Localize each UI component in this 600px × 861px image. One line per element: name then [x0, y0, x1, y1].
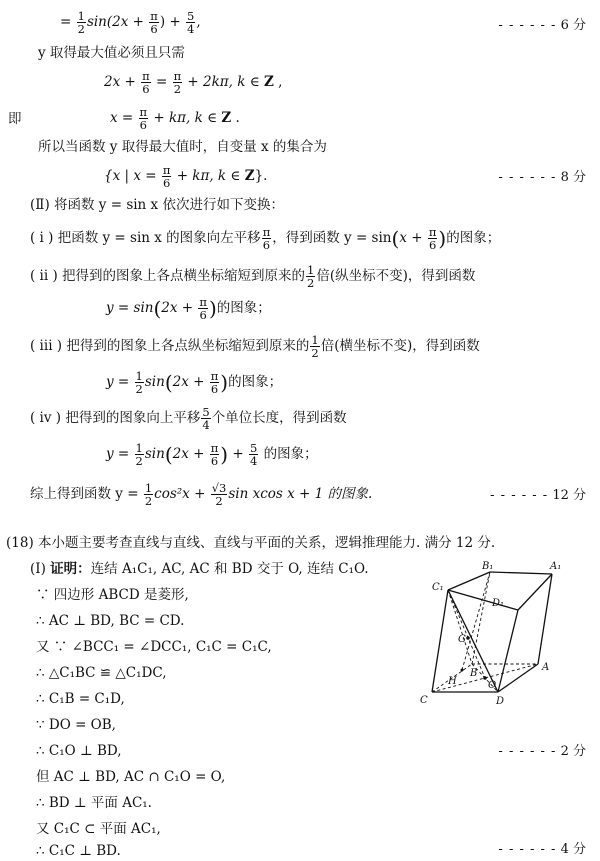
equation-y-form: = $\frac{1}{2}$ sin(2x + $\frac{\pi}{6}$ ) + $\frac{5}{4}$ , — [60, 9, 201, 36]
step-1: ( i ) 把函数 y = sin x 的图象向左平移 $\frac{\pi}{6}$ ，得到函数 y = sin(x + $\frac{\pi}{6}$ )的图象； — [30, 225, 501, 252]
proof-line: ∴ C₁B = C₁D, — [36, 691, 125, 707]
proof-line: ∴ C₁O ⊥ BD, — [36, 743, 122, 759]
score-marker: - - - - - - 4 分 — [498, 842, 586, 857]
edge — [448, 572, 490, 590]
parallelepiped-figure — [410, 560, 570, 710]
proof-line: ∵ DO = OB, — [36, 717, 116, 733]
proof-line: 又 ∵ ∠BCC₁ = ∠DCC₁, C₁C = C₁C, — [36, 639, 272, 655]
step-4: ( iv ) 把得到的图象向上平移 $\frac{5}{4}$ 个单位长度，得到函数 — [30, 405, 347, 432]
label-A1: A₁ — [550, 561, 562, 572]
edge — [448, 590, 518, 610]
proof-line: 但 AC ⊥ BD, AC ∩ C₁O = O, — [36, 769, 226, 785]
proof-line: ∴ BD ⊥ 平面 AC₁. — [36, 795, 152, 811]
hidden-edge — [462, 572, 490, 670]
equation-set: {x | x = $\frac{\pi}{6}$ + kπ, k ∈ Z}. — [104, 163, 268, 190]
label-B1: B₁ — [482, 561, 494, 572]
text-line: y 取得最大值必须且只需 — [38, 45, 185, 61]
proof-line: ∴ C₁C ⊥ BD. — [36, 843, 121, 859]
proof-line-1: (Ⅰ) 证明：连结 A₁C₁, AC, AC 和 BD 交于 O, 连结 C₁O. — [30, 561, 369, 577]
score-marker: - - - - - - 12 分 — [490, 488, 586, 503]
question-18-title: (18) 本小题主要考查直线与直线、直线与平面的关系，逻辑推理能力. 满分 12 分. — [6, 535, 496, 551]
proof-line: ∵ 四边形 ABCD 是菱形, — [36, 587, 189, 603]
proof-line: ∴ △C₁BC ≌ △C₁DC, — [36, 665, 167, 681]
hidden-edge — [448, 590, 485, 678]
hidden-edge — [448, 590, 472, 664]
label-H: H — [448, 676, 457, 687]
label-O: O — [488, 680, 497, 691]
edge — [432, 590, 448, 692]
label-D: D — [496, 696, 505, 707]
score-marker: - - - - - - 6 分 — [498, 18, 586, 33]
label-A: A — [542, 662, 550, 673]
proof-line: 又 C₁C ⊂ 平面 AC₁, — [36, 821, 161, 837]
text-line: (Ⅱ) 将函数 y = sin x 依次进行如下变换： — [30, 197, 284, 213]
hidden-edge — [472, 572, 490, 664]
score-marker: - - - - - - 2 分 — [498, 744, 586, 759]
step-3-formula: y = $\frac{1}{2}$ sin(2x + $\frac{\pi}{6}$ )的图象； — [106, 369, 283, 396]
step-2: ( ii ) 把得到的图象上各点横坐标缩短到原来的 $\frac{1}{2}$ 倍(纵坐标不变)，得到函数 — [30, 263, 476, 290]
step-3: ( iii ) 把得到的图象上各点纵坐标缩短到原来的 $\frac{1}{2}$ 倍(横坐标不变)，得到函数 — [30, 333, 480, 360]
proof-line: ∴ AC ⊥ BD, BC = CD. — [36, 613, 185, 629]
label-C1: C₁ — [432, 582, 444, 593]
label-D1: D₁ — [492, 598, 505, 609]
point-H — [461, 669, 464, 672]
label-B: B — [470, 668, 478, 679]
edge — [490, 572, 552, 574]
step-4-formula: y = $\frac{1}{2}$ sin(2x + $\frac{\pi}{6}$ ) + $\frac{5}{4}$ 的图象； — [106, 441, 318, 468]
text-line: 所以当函数 y 取得最大值时，自变量 x 的集合为 — [38, 139, 327, 155]
summary-line: 综上得到函数 y = $\frac{1}{2}$ cos²x + $\frac{√3}{2}$ sin xcos x + 1 的图象. — [30, 481, 373, 508]
equation-condition: 2x + $\frac{\pi}{6}$ = $\frac{\pi}{2}$ + 2kπ, k ∈ Z , — [104, 69, 283, 96]
text-ji: 即 — [8, 111, 22, 127]
step-2-formula: y = sin(2x + $\frac{\pi}{6}$ )的图象； — [106, 295, 271, 322]
label-C: C — [420, 695, 428, 706]
score-marker: - - - - - - 8 分 — [498, 170, 586, 185]
point-G — [466, 636, 470, 640]
equation-x: x = $\frac{\pi}{6}$ + kπ, k ∈ Z . — [110, 105, 240, 132]
label-G: G — [458, 634, 466, 645]
point-O — [483, 676, 487, 680]
